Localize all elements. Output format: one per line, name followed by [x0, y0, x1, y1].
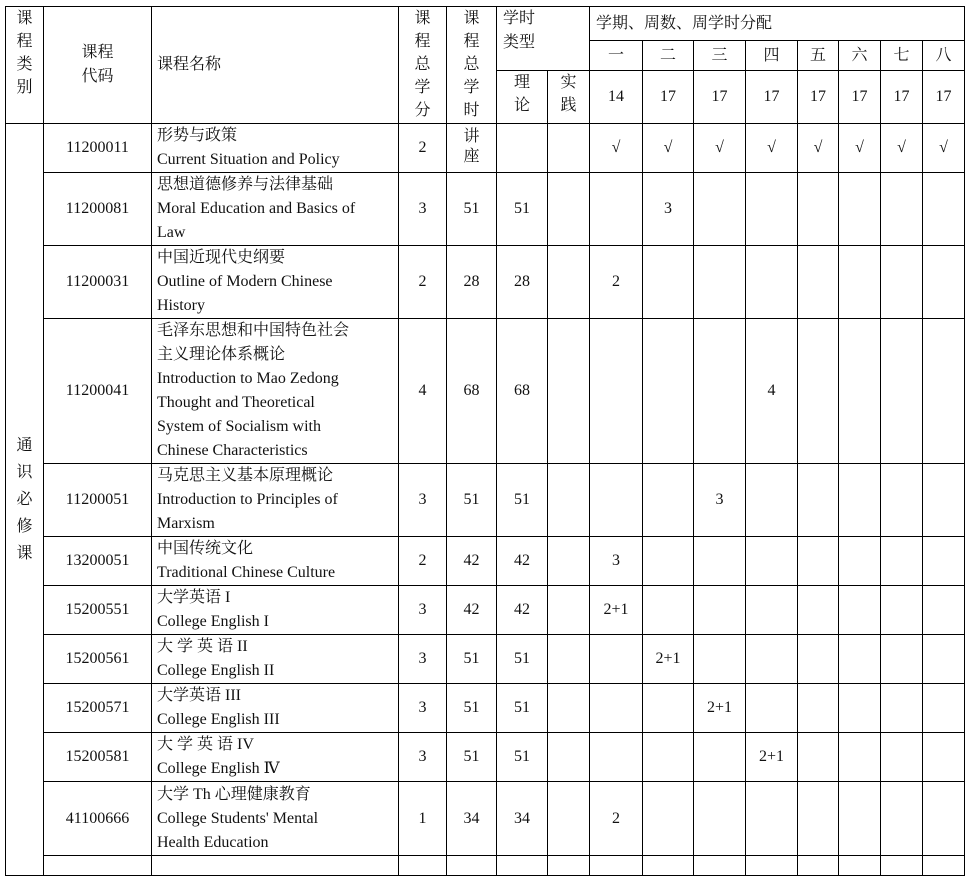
course-theory-hours: 51 [497, 635, 548, 684]
course-name-line: College Students' Mental [157, 809, 319, 827]
course-code: 11200031 [44, 246, 152, 319]
course-semester-7 [881, 733, 923, 782]
course-name-line: 中国传统文化 [157, 540, 254, 557]
course-credits: 3 [399, 586, 447, 635]
course-name-line: College English I [157, 613, 269, 630]
course-semester-1 [590, 319, 643, 464]
course-semester-5 [798, 733, 839, 782]
course-semester-3 [694, 635, 746, 684]
course-code: 15200561 [44, 635, 152, 684]
course-theory-hours: 51 [497, 173, 548, 246]
course-name-line: College English III [157, 711, 280, 728]
semester-4: 四 [746, 41, 798, 71]
course-semester-1: 3 [590, 537, 643, 586]
course-name-line: 形势与政策 [157, 127, 238, 144]
course-name [152, 246, 399, 319]
course-hours-text: 讲座 [463, 128, 480, 165]
course-theory-hours: 51 [497, 684, 548, 733]
course-semester-1 [590, 464, 643, 537]
course-semester-2 [643, 782, 694, 856]
course-semester-2 [643, 464, 694, 537]
course-name-line: Current Situation and Policy [157, 151, 340, 168]
semester-1: 一 [590, 41, 643, 71]
course-row [6, 537, 965, 586]
course-semester-8 [923, 537, 965, 586]
course-semester-2 [643, 684, 694, 733]
semester-weeks-3: 17 [694, 71, 746, 124]
course-semester-8 [923, 246, 965, 319]
course-practice-hours [548, 319, 590, 464]
course-hours: 28 [447, 246, 497, 319]
course-semester-2: 2+1 [643, 635, 694, 684]
header-theory: 理论 [497, 71, 548, 124]
course-semester-1 [590, 684, 643, 733]
header-course-name: 课程名称 [152, 7, 399, 124]
course-row [6, 733, 965, 782]
course-code: 11200051 [44, 464, 152, 537]
course-semester-8 [923, 733, 965, 782]
header-code: 课程 代码 [44, 7, 152, 124]
semester-7: 七 [881, 41, 923, 71]
course-semester-6 [839, 246, 881, 319]
semester-weeks-4: 17 [746, 71, 798, 124]
course-semester-3: √ [694, 124, 746, 173]
course-name [152, 464, 399, 537]
header-semester-title: 学期、周数、周学时分配 [590, 7, 965, 41]
course-semester-6 [839, 319, 881, 464]
course-row [6, 635, 965, 684]
course-name-line: Thought and Theoretical [157, 394, 315, 411]
header-practice: 实践 [548, 71, 590, 124]
course-code: 11200081 [44, 173, 152, 246]
course-name [152, 586, 399, 635]
course-hours: 51 [447, 635, 497, 684]
course-semester-3 [694, 782, 746, 856]
course-code: 41100666 [44, 782, 152, 856]
course-semester-5: √ [798, 124, 839, 173]
course-semester-1: 2 [590, 246, 643, 319]
course-name-line: 思想道德修养与法律基础 [157, 176, 334, 193]
course-semester-6 [839, 586, 881, 635]
course-semester-7 [881, 684, 923, 733]
course-name-line: Outline of Modern Chinese [157, 273, 333, 290]
course-name-line: Introduction to Mao Zedong [157, 370, 339, 387]
header-total-credits: 课程总学分 [399, 7, 447, 124]
course-semester-4 [746, 464, 798, 537]
semester-weeks-6: 17 [839, 71, 881, 124]
course-semester-7 [881, 782, 923, 856]
course-semester-6: √ [839, 124, 881, 173]
header-total-hours: 课程总学时 [447, 7, 497, 124]
course-semester-6 [839, 173, 881, 246]
course-credits: 3 [399, 173, 447, 246]
semester-weeks-7: 17 [881, 71, 923, 124]
course-semester-5 [798, 635, 839, 684]
course-name-line: Moral Education and Basics of [157, 200, 356, 217]
course-semester-4: √ [746, 124, 798, 173]
header-hour-type: 学时 类型 [497, 7, 590, 71]
course-name-line: 大学 Th 心理健康教育 [157, 785, 311, 803]
course-theory-hours [497, 124, 548, 173]
course-credits: 2 [399, 537, 447, 586]
course-row [6, 124, 965, 173]
course-semester-4 [746, 246, 798, 319]
course-credits: 3 [399, 684, 447, 733]
empty-cell [152, 856, 399, 876]
empty-cell [497, 856, 548, 876]
semester-weeks-2: 17 [643, 71, 694, 124]
semester-5: 五 [798, 41, 839, 71]
course-hours: 51 [447, 733, 497, 782]
course-practice-hours [548, 246, 590, 319]
course-semester-8 [923, 464, 965, 537]
course-theory-hours: 42 [497, 586, 548, 635]
course-hours: 68 [447, 319, 497, 464]
course-name-line: 大 学 英 语 II [157, 638, 248, 655]
course-semester-6 [839, 782, 881, 856]
course-name-line: College English II [157, 662, 275, 679]
course-theory-hours: 51 [497, 464, 548, 537]
course-name-line: History [157, 297, 205, 314]
course-semester-8 [923, 782, 965, 856]
course-theory-hours: 42 [497, 537, 548, 586]
course-semester-5 [798, 246, 839, 319]
course-semester-1 [590, 635, 643, 684]
course-semester-5 [798, 782, 839, 856]
course-semester-1: 2 [590, 782, 643, 856]
course-semester-4 [746, 684, 798, 733]
course-semester-4: 4 [746, 319, 798, 464]
course-practice-hours [548, 537, 590, 586]
category-cell: 通识必修课 [6, 124, 44, 876]
course-semester-6 [839, 733, 881, 782]
course-semester-3 [694, 319, 746, 464]
empty-cell [923, 856, 965, 876]
course-semester-4 [746, 782, 798, 856]
course-credits: 3 [399, 733, 447, 782]
course-semester-7 [881, 173, 923, 246]
course-semester-8 [923, 319, 965, 464]
course-semester-4 [746, 173, 798, 246]
course-credits: 3 [399, 464, 447, 537]
course-name-line: Introduction to Principles of [157, 491, 338, 508]
course-semester-8 [923, 586, 965, 635]
empty-cell [643, 856, 694, 876]
course-name-line: College English Ⅳ [157, 760, 280, 777]
course-semester-7 [881, 246, 923, 319]
course-name-line: 大学英语 I [157, 589, 231, 606]
course-semester-5 [798, 684, 839, 733]
course-semester-3 [694, 246, 746, 319]
semester-6: 六 [839, 41, 881, 71]
course-hours: 34 [447, 782, 497, 856]
course-hours: 42 [447, 537, 497, 586]
course-theory-hours: 51 [497, 733, 548, 782]
empty-cell [590, 856, 643, 876]
empty-cell [881, 856, 923, 876]
course-code: 11200041 [44, 319, 152, 464]
course-semester-5 [798, 319, 839, 464]
course-semester-7 [881, 464, 923, 537]
course-practice-hours [548, 635, 590, 684]
empty-cell [798, 856, 839, 876]
course-hours [447, 124, 497, 173]
course-credits: 1 [399, 782, 447, 856]
course-row [6, 782, 965, 856]
course-hours: 51 [447, 684, 497, 733]
course-semester-3 [694, 173, 746, 246]
course-semester-7 [881, 319, 923, 464]
course-theory-hours: 34 [497, 782, 548, 856]
course-semester-3: 2+1 [694, 684, 746, 733]
course-name-line: Chinese Characteristics [157, 442, 308, 459]
course-code: 15200571 [44, 684, 152, 733]
course-semester-2 [643, 246, 694, 319]
course-semester-4 [746, 586, 798, 635]
course-semester-5 [798, 173, 839, 246]
course-row [6, 246, 965, 319]
course-name [152, 124, 399, 173]
course-name [152, 537, 399, 586]
course-name-line: 主义理论体系概论 [157, 346, 286, 363]
course-semester-1: 2+1 [590, 586, 643, 635]
course-row [6, 319, 965, 464]
course-name [152, 684, 399, 733]
course-name [152, 319, 399, 464]
course-name-line: Law [157, 224, 186, 241]
course-semester-7: √ [881, 124, 923, 173]
semester-8: 八 [923, 41, 965, 71]
semester-weeks-8: 17 [923, 71, 965, 124]
course-name-line: 大学英语 III [157, 687, 241, 704]
header-category: 课程类别 [6, 7, 44, 124]
course-credits: 2 [399, 124, 447, 173]
course-credits: 3 [399, 635, 447, 684]
course-semester-2 [643, 586, 694, 635]
semester-3: 三 [694, 41, 746, 71]
course-semester-6 [839, 684, 881, 733]
course-code: 15200581 [44, 733, 152, 782]
semester-weeks-5: 17 [798, 71, 839, 124]
course-hours: 51 [447, 173, 497, 246]
course-semester-7 [881, 635, 923, 684]
course-name-line: 毛泽东思想和中国特色社会 [157, 322, 350, 339]
course-semester-7 [881, 537, 923, 586]
course-row [6, 684, 965, 733]
semester-2: 二 [643, 41, 694, 71]
course-theory-hours: 68 [497, 319, 548, 464]
course-semester-2 [643, 319, 694, 464]
course-semester-2 [643, 537, 694, 586]
course-semester-7 [881, 586, 923, 635]
course-semester-2 [643, 733, 694, 782]
course-semester-5 [798, 586, 839, 635]
empty-cell [44, 856, 152, 876]
course-semester-6 [839, 464, 881, 537]
course-semester-6 [839, 635, 881, 684]
course-code: 13200051 [44, 537, 152, 586]
course-name [152, 635, 399, 684]
course-semester-5 [798, 464, 839, 537]
course-semester-1 [590, 173, 643, 246]
semester-weeks-1: 14 [590, 71, 643, 124]
course-name-line: System of Socialism with [157, 418, 321, 435]
empty-cell [694, 856, 746, 876]
course-practice-hours [548, 733, 590, 782]
course-name-line: 中国近现代史纲要 [157, 249, 286, 266]
course-semester-3 [694, 586, 746, 635]
course-name-line: 大 学 英 语 IV [157, 736, 254, 753]
course-credits: 4 [399, 319, 447, 464]
course-name [152, 782, 399, 856]
course-semester-8: √ [923, 124, 965, 173]
empty-cell [548, 856, 590, 876]
course-semester-3 [694, 733, 746, 782]
course-semester-4 [746, 537, 798, 586]
course-practice-hours [548, 124, 590, 173]
course-row [6, 586, 965, 635]
course-semester-5 [798, 537, 839, 586]
course-theory-hours: 28 [497, 246, 548, 319]
empty-cell [447, 856, 497, 876]
course-code: 15200551 [44, 586, 152, 635]
course-semester-2: √ [643, 124, 694, 173]
course-semester-4 [746, 635, 798, 684]
course-hours: 42 [447, 586, 497, 635]
course-name [152, 733, 399, 782]
course-practice-hours [548, 782, 590, 856]
course-name-line: Traditional Chinese Culture [157, 564, 336, 581]
course-semester-2: 3 [643, 173, 694, 246]
course-semester-8 [923, 684, 965, 733]
course-row [6, 464, 965, 537]
course-row-partial [6, 856, 965, 876]
course-practice-hours [548, 586, 590, 635]
course-practice-hours [548, 173, 590, 246]
course-name-line: Health Education [157, 833, 269, 851]
course-name [152, 173, 399, 246]
course-semester-1: √ [590, 124, 643, 173]
course-practice-hours [548, 464, 590, 537]
course-semester-8 [923, 173, 965, 246]
course-semester-3: 3 [694, 464, 746, 537]
course-hours: 51 [447, 464, 497, 537]
empty-cell [746, 856, 798, 876]
course-name-line: Marxism [157, 515, 215, 532]
course-practice-hours [548, 684, 590, 733]
course-name-line: 马克思主义基本原理概论 [157, 467, 334, 484]
course-code: 11200011 [44, 124, 152, 173]
empty-cell [399, 856, 447, 876]
curriculum-table [5, 6, 965, 876]
course-credits: 2 [399, 246, 447, 319]
course-semester-8 [923, 635, 965, 684]
course-row [6, 173, 965, 246]
course-semester-1 [590, 733, 643, 782]
course-semester-4: 2+1 [746, 733, 798, 782]
course-semester-6 [839, 537, 881, 586]
empty-cell [839, 856, 881, 876]
course-semester-3 [694, 537, 746, 586]
